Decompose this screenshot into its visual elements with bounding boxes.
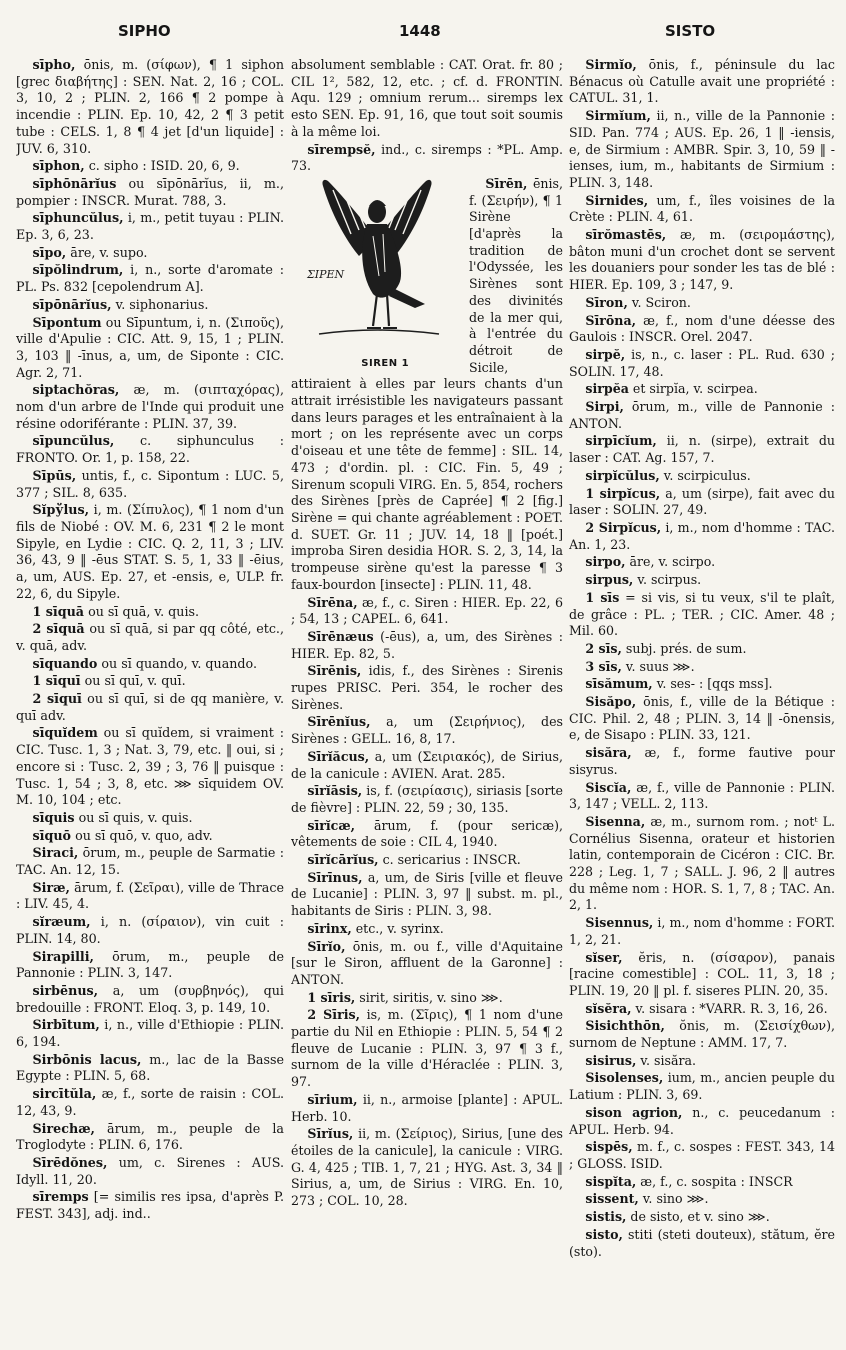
entry-headword: 1 sīs bbox=[585, 589, 620, 605]
entry-definition: ou sī quĭdem, si vraiment : CIC. Tusc. 1, 3 ; Nat. 3, 79, etc. ‖ oui, si ; encore si : Tusc. 2, 39 ; 3, 76 ‖ puisque : Tusc. 1, 54 ; 3, 8, etc. ⋙ sīquidem OV. M. 10, 104 ; etc. bbox=[16, 725, 284, 808]
dictionary-entry bbox=[291, 1126, 563, 1210]
dictionary-entry bbox=[569, 486, 835, 519]
entry-definition: is, m. (Σῖρις), ¶ 1 nom d'une partie du Nil en Ethiopie : PLIN. 5, 54 ¶ 2 fleuve de Lucanie : PLIN. 3, 97 ¶ 3 f., surnom de la ville d'Héraclée : PLIN. 3, 97. bbox=[291, 1007, 563, 1090]
dictionary-entry bbox=[16, 880, 284, 913]
entry-headword: Sīrēdŏnes, bbox=[32, 1155, 108, 1170]
dictionary-entry bbox=[569, 1191, 835, 1208]
entry-definition: subj. prés. de sum. bbox=[621, 640, 747, 656]
entry-definition: ōnis, f., péninsule du lac Bénacus où Catulle avait une propriété : CATUL. 31, 1. bbox=[569, 57, 835, 106]
entry-headword: 2 sīs, bbox=[585, 640, 622, 656]
entry-definition: v. suus ⋙. bbox=[621, 658, 695, 674]
entry-definition: æ, f., c. sospita : INSCR bbox=[636, 1173, 793, 1189]
dictionary-entry bbox=[16, 57, 284, 157]
running-header bbox=[0, 18, 846, 46]
entry-headword: 3 sīs, bbox=[585, 658, 622, 674]
entry-definition: æ, f., sorte de raisin : COL. 12, 43, 9. bbox=[16, 1086, 284, 1118]
entry-headword: Sirpi, bbox=[585, 399, 624, 415]
entry-headword: Sīrēnæus bbox=[307, 628, 374, 644]
entry-definition: v. scirpus. bbox=[633, 572, 702, 588]
entry-definition: v. ses- : [qqs mss]. bbox=[652, 676, 773, 692]
dictionary-entry bbox=[16, 845, 284, 878]
dictionary-entry bbox=[16, 1052, 284, 1085]
dictionary-entry bbox=[16, 1189, 284, 1222]
entry-headword: sirpīcĭum, bbox=[585, 433, 657, 449]
entry-headword: sisto, bbox=[585, 1226, 623, 1242]
entry-headword: sircītŭla, bbox=[32, 1086, 97, 1102]
dictionary-entry bbox=[291, 749, 563, 782]
entry-headword: Sīrĭăcus, bbox=[307, 748, 370, 764]
entry-headword: sīquĭdem bbox=[32, 725, 98, 741]
entry-headword: Sīpūs, bbox=[32, 467, 77, 483]
entry-definition: ou sī quando, v. quando. bbox=[97, 655, 258, 671]
entry-headword: Sīpontum bbox=[32, 314, 102, 330]
dictionary-entry bbox=[16, 604, 284, 621]
entry-definition: n., c. peucedanum : APUL. Herb. 94. bbox=[569, 1104, 835, 1137]
column-left bbox=[16, 57, 284, 1343]
dictionary-entry bbox=[16, 502, 284, 602]
entry-headword: Sisolenses, bbox=[585, 1070, 664, 1086]
dictionary-entry bbox=[16, 468, 284, 501]
entry-definition: ārum, m., peuple de la Troglodyte : PLIN. 6, 176. bbox=[16, 1120, 284, 1153]
entry-headword: sirbēnus, bbox=[32, 982, 99, 998]
entry-headword: Sisăpo, bbox=[585, 694, 637, 710]
entry-headword: sisirus, bbox=[585, 1052, 637, 1068]
entry-headword: sirpĕ, bbox=[585, 346, 626, 362]
dictionary-entry bbox=[291, 629, 563, 662]
entry-definition: idis, f., des Sirènes : Sirenis rupes PRISC. Peri. 354, le rocher des Sirènes. bbox=[291, 663, 563, 712]
entry-definition: ārum, f. (pour sericæ), vêtements de soie : CIL 4, 1940. bbox=[291, 817, 563, 850]
entry-headword: Sīrĭus, bbox=[307, 1126, 354, 1142]
entry-definition: um, f., îles voisines de la Crète : PLIN. 4, 61. bbox=[569, 192, 835, 225]
dictionary-entry bbox=[569, 641, 835, 658]
dictionary-entry bbox=[569, 694, 835, 744]
entry-definition: v. sino ⋙. bbox=[638, 1191, 709, 1207]
entry-definition: a, um (Σειρήνιος), des Sirènes : GELL. 16, 8, 17. bbox=[291, 714, 563, 747]
dictionary-entry bbox=[291, 663, 563, 713]
entry-headword: sīquando bbox=[32, 655, 98, 671]
entry-definition: ou sīpōnārĭus, ii, m., pompier : INSCR. Murat. 788, 3. bbox=[16, 175, 284, 208]
dictionary-entry bbox=[569, 1105, 835, 1138]
dictionary-entry bbox=[291, 783, 563, 816]
entry-definition: c. siphunculus : FRONTO. Or. 1, p. 158, 22. bbox=[16, 433, 284, 466]
entry-headword: sīpŏlindrum, bbox=[32, 262, 124, 278]
entry-definition: et sirpĭa, v. scirpea. bbox=[628, 381, 758, 397]
entry-headword: sistis, bbox=[585, 1209, 627, 1225]
entry-definition: i, m. (Σίπυλος), ¶ 1 nom d'un fils de Niobé : OV. M. 6, 231 ¶ 2 le mont Sipyle, en Lydie : CIC. Q. 2, 11, 3 ; LIV. 36, 43, 9 ‖ -ēus STAT. S. 5, 1, 33 ‖ -ēius, a, um, AUS. Ep. 27, et -ensis, e, ULP. fr. 22, 6, du Sipyle. bbox=[16, 502, 284, 601]
dictionary-entry bbox=[569, 1139, 835, 1172]
entry-definition: ou sī quī, si de qq manière, v. quī adv. bbox=[16, 691, 284, 723]
entry-headword: Sīrēna, bbox=[307, 594, 358, 610]
dictionary-entry bbox=[291, 1007, 563, 1091]
entry-definition: etc., v. syrinx. bbox=[351, 920, 444, 936]
dictionary-entry bbox=[569, 520, 835, 553]
entry-headword: sīpo, bbox=[32, 244, 67, 260]
dictionary-entry bbox=[569, 590, 835, 640]
dictionary-entry bbox=[291, 818, 563, 851]
entry-headword: sīrĭcæ, bbox=[307, 817, 356, 833]
entry-headword: sīrium, bbox=[307, 1091, 358, 1107]
entry-definition: um, c. Sirenes : AUS. Idyll. 11, 20. bbox=[16, 1155, 284, 1187]
entry-definition: ōrum, m., peuple de Sarmatie : TAC. An. 12, 15. bbox=[16, 845, 284, 878]
entry-headword: sirpo, bbox=[585, 554, 626, 570]
entry-definition: i, m., petit tuyau : PLIN. Ep. 3, 6, 23. bbox=[16, 210, 284, 243]
siren-inscription: ΣΙΡΕΝ bbox=[307, 267, 345, 281]
header-first-word: SIPHO bbox=[118, 22, 171, 40]
entry-headword: sispĭta, bbox=[585, 1173, 637, 1189]
dictionary-entry bbox=[16, 621, 284, 654]
entry-definition: ii, n. (sirpe), extrait du laser : CAT. Ag. 157, 7. bbox=[569, 433, 835, 466]
entry-definition: ēnis, f. (Σειρήν), ¶ 1 Sirène [d'après la tradition de l'Odyssée, les Sirènes sont des divinités de la mer qui, à l'entrée du détroit de Sicile, attiraient à elles par leurs chants d'un attrait irrésistible les navigateurs passant dans leurs parages et les entraînaient à la mort ; on les représente avec un corps d'oiseau et une tête de femme] : SIL. 14, 473 ; d'ordin. pl. : CIC. Fin. 5, 49 ; Sirenum scopuli VIRG. En. 5, 854, rochers des Sirènes [près de Caprée] ¶ 2 [fig.] Sirène = qui chante agréablement : POET. d. SUET. Gr. 11 ; JUV. 14, 18 ‖ [poét.] improba Siren desidia HOR. S. 2, 3, 14, la trompeuse sirène qu'est la paresse ¶ 3 faux-bourdon [insecte] : PLIN. 11, 48. bbox=[291, 175, 563, 592]
entry-headword: 1 sīris, bbox=[307, 989, 356, 1005]
entry-headword: sĭsĕra, bbox=[585, 1000, 632, 1016]
entry-definition: i, n., ville d'Ethiopie : PLIN. 6, 194. bbox=[16, 1017, 284, 1050]
entry-headword: sīpho, bbox=[32, 57, 76, 72]
dictionary-entry bbox=[16, 673, 284, 690]
entry-headword: sīpuncŭlus, bbox=[32, 433, 115, 449]
entry-definition: ōnis, m. ou f., ville d'Aquitaine [sur le Siron, affluent de la Garonne] : ANTON. bbox=[291, 938, 563, 987]
page-number: 1448 bbox=[399, 22, 441, 40]
figure-caption: SIREN 1 bbox=[361, 357, 410, 369]
dictionary-entry bbox=[291, 176, 563, 594]
entry-definition: ou sī quā, v. quis. bbox=[84, 603, 200, 619]
entry-headword: sīquis bbox=[32, 809, 75, 825]
entry-definition: m., lac de la Basse Egypte : PLIN. 5, 68. bbox=[16, 1051, 284, 1084]
entry-definition: ou sī quī, v. quī. bbox=[80, 673, 186, 689]
dictionary-entry bbox=[569, 950, 835, 1000]
dictionary-entry bbox=[291, 142, 563, 175]
entry-headword: sissent, bbox=[585, 1191, 639, 1207]
entry-headword: 1 sīquā bbox=[32, 603, 85, 619]
entry-definition: ium, m., ancien peuple du Latium : PLIN. 3, 69. bbox=[569, 1070, 835, 1103]
entry-definition: æ, m. (σιπταχόρας), nom d'un arbre de l'Inde qui produit une résine odoriférante : PLIN. 37, 39. bbox=[16, 382, 284, 431]
dictionary-entry bbox=[569, 295, 835, 312]
dictionary-entry bbox=[569, 468, 835, 485]
dictionary-entry bbox=[569, 780, 835, 813]
entry-headword: sisăra, bbox=[585, 745, 632, 761]
entry-definition: sirit, siritis, v. sino ⋙. bbox=[355, 989, 503, 1005]
dictionary-entry bbox=[569, 399, 835, 432]
entry-definition: v. siphonarius. bbox=[111, 296, 209, 312]
dictionary-entry bbox=[291, 990, 563, 1007]
entry-definition: ii, n., ville de la Pannonie : SID. Pan. 774 ; AUS. Ep. 26, 1 ‖ -iensis, e, de Sirmium : AMBR. Spir. 3, 10, 59 ‖ -ienses, ium, m., habitants de Sirmium : PLIN. 3, 148. bbox=[569, 108, 835, 190]
entry-definition: a, um (συρβηνός), qui bredouille : FRONT. Eloq. 3, p. 149, 10. bbox=[16, 982, 284, 1015]
entry-headword: Sisenna, bbox=[585, 813, 646, 829]
entry-headword: 2 Sirpĭcus, bbox=[585, 519, 662, 535]
dictionary-entry bbox=[569, 915, 835, 948]
entry-headword: sĭræum, bbox=[32, 914, 91, 930]
dictionary-entry bbox=[16, 433, 284, 466]
entry-headword: sīphon, bbox=[32, 158, 85, 174]
dictionary-entry bbox=[569, 554, 835, 571]
entry-definition: ōrum, m., ville de Pannonie : ANTON. bbox=[569, 399, 835, 431]
dictionary-entry bbox=[569, 1018, 835, 1051]
entry-headword: sirpĕa bbox=[585, 381, 629, 397]
entry-headword: Siraci, bbox=[32, 845, 79, 861]
entry-definition: ĕris, n. (σίσαρον), panais [racine comestible] : COL. 11, 3, 18 ; PLIN. 19, 20 ‖ pl. f. siseres PLIN. 20, 35. bbox=[569, 949, 835, 998]
dictionary-entry bbox=[291, 714, 563, 747]
entry-definition: ārum, f. (Σεῖραι), ville de Thrace : LIV. 45, 4. bbox=[16, 879, 284, 912]
entry-definition: (-ēus), a, um, des Sirènes : HIER. Ep. 82, 5. bbox=[291, 628, 563, 661]
dictionary-entry bbox=[291, 852, 563, 869]
entry-definition: i, m., nom d'homme : FORT. 1, 2, 21. bbox=[569, 915, 835, 947]
entry-definition: æ, m., surnom rom. ; notᵗ L. Cornélius Sisenna, orateur et historien latin, contemporain de Cicéron : CIC. Br. 228 ; Leg. 1, 7 ; SALL. J. 96, 2 ‖ autres du même nom : HOR. S. 1, 7, 8 ; TAC. An. 2, 1. bbox=[569, 813, 835, 913]
entry-headword: Sĭpўlus, bbox=[32, 502, 90, 518]
dictionary-entry bbox=[291, 57, 563, 141]
entry-definition: c. sipho : ISID. 20, 6, 9. bbox=[84, 158, 240, 174]
entry-definition: v. sisara : *VARR. R. 3, 16, 26. bbox=[631, 1000, 828, 1016]
entry-headword: sīpōnārĭus, bbox=[32, 296, 112, 312]
entry-headword: sīphōnārĭus bbox=[32, 175, 117, 191]
dictionary-entry bbox=[16, 1086, 284, 1119]
entry-definition: absolument semblable : CAT. Orat. fr. 80 ; CIL 1², 582, 12, etc. ; cf. d. FRONTIN. Aqu. 129 ; omnium rerum... siremps lex esto SEN. Ep. 91, 16, que tout soit soumis à la même loi. bbox=[291, 57, 563, 139]
entry-headword: sīrempsĕ, bbox=[307, 141, 376, 157]
dictionary-entry bbox=[16, 810, 284, 827]
entry-definition: m. f., c. sospes : FEST. 343, 14 ; GLOSS. ISID. bbox=[569, 1139, 835, 1171]
entry-definition: æ, f., forme fautive pour sisyrus. bbox=[569, 745, 835, 777]
dictionary-entry bbox=[16, 1155, 284, 1188]
dictionary-entry bbox=[16, 914, 284, 947]
entry-definition: ou sī quis, v. quis. bbox=[74, 809, 193, 825]
dictionary-entry bbox=[16, 828, 284, 845]
entry-definition: ōnis, m. (σίφων), ¶ 1 siphon [grec διαβήτης] : SEN. Nat. 2, 16 ; COL. 3, 10, 2 ; PLIN. 2, 166 ¶ 2 pompe à incendie : PLIN. Ep. 10, 42, 2 ¶ 3 petit tube : CELS. 1, 8 ¶ 4 jet [d'un liquide] : JUV. 6, 310. bbox=[16, 57, 284, 156]
entry-definition: ii, m. (Σείριος), Sirius, [une des étoiles de la canicule], la canicule : VIRG. G. 4, 425 ; TIB. 1, 7, 21 ; HYG. Ast. 3, 34 ‖ Sirius, a, um, de Sirius : VIRG. En. 10, 273 ; COL. 10, 28. bbox=[291, 1126, 563, 1209]
entry-definition: is, n., c. laser : PL. Rud. 630 ; SOLIN. 17, 48. bbox=[569, 346, 835, 379]
dictionary-entry bbox=[291, 870, 563, 920]
dictionary-entry bbox=[291, 1092, 563, 1125]
entry-definition: āre, v. scirpo. bbox=[625, 554, 716, 570]
entry-definition: āre, v. supo. bbox=[66, 244, 148, 260]
dictionary-entry bbox=[16, 1017, 284, 1050]
entry-headword: Sīrōna, bbox=[585, 312, 636, 328]
entry-definition: i, m., nom d'homme : TAC. An. 1, 23. bbox=[569, 519, 835, 552]
entry-definition: ii, n., armoise [plante] : APUL. Herb. 10. bbox=[291, 1091, 563, 1124]
dictionary-entry bbox=[569, 433, 835, 466]
dictionary-entry bbox=[569, 1070, 835, 1103]
entry-definition: ou Sīpuntum, i, n. (Σιποῦς), ville d'Apulie : CIC. Att. 9, 15, 1 ; PLIN. 3, 103 ‖ -īnus, a, um, de Siponte : CIC. Agr. 2, 71. bbox=[16, 314, 284, 380]
entry-definition: de sisto, et v. sino ⋙. bbox=[626, 1209, 770, 1225]
dictionary-entry bbox=[16, 262, 284, 295]
dictionary-entry bbox=[569, 814, 835, 914]
entry-headword: sispēs, bbox=[585, 1139, 633, 1155]
siren-illustration bbox=[291, 176, 465, 374]
entry-headword: Sisichthōn, bbox=[585, 1018, 665, 1034]
dictionary-entry bbox=[16, 210, 284, 243]
dictionary-entry bbox=[569, 1209, 835, 1226]
dictionary-entry bbox=[16, 949, 284, 982]
entry-definition: v. sisăra. bbox=[636, 1052, 697, 1068]
entry-definition: c. sericarius : INSCR. bbox=[378, 852, 521, 868]
entry-headword: sīrĭāsis, bbox=[307, 783, 363, 799]
entry-headword: sīphuncŭlus, bbox=[32, 210, 124, 226]
entry-definition: i, n., sorte d'aromate : PL. Ps. 832 [cepolendrum A]. bbox=[16, 262, 284, 295]
entry-headword: 2 sīquā bbox=[32, 621, 85, 637]
entry-definition: æ, f., ville de Pannonie : PLIN. 3, 147 ; VELL. 2, 113. bbox=[569, 779, 835, 812]
entry-headword: sīrĭcārĭus, bbox=[307, 852, 379, 868]
entry-headword: 2 Sīris, bbox=[307, 1007, 360, 1023]
dictionary-entry bbox=[16, 983, 284, 1016]
entry-definition: ōnis, f., ville de la Bétique : CIC. Phil. 2, 48 ; PLIN. 3, 14 ‖ -ōnensis, e, de Sisapo : PLIN. 33, 121. bbox=[569, 694, 835, 743]
entry-definition: a, um (sirpe), fait avec du laser : SOLIN. 27, 49. bbox=[569, 485, 835, 518]
entry-definition: stiti (steti douteux), stătum, ĕre (sto). bbox=[569, 1226, 835, 1259]
entry-headword: sirpus, bbox=[585, 572, 634, 588]
entry-definition: is, f. (σειρίασις), siriasis [sorte de fièvre] : PLIN. 22, 59 ; 30, 135. bbox=[291, 783, 563, 815]
entry-headword: sīsămum, bbox=[585, 676, 653, 692]
dictionary-entry bbox=[569, 745, 835, 778]
dictionary-entry bbox=[16, 315, 284, 382]
entry-headword: 2 sīquī bbox=[32, 691, 82, 707]
entry-headword: Sirmĭo, bbox=[585, 57, 637, 72]
dictionary-entry bbox=[16, 176, 284, 209]
entry-definition: a, um (Σειριακός), de Sirius, de la canicule : AVIEN. Arat. 285. bbox=[291, 748, 563, 781]
dictionary-entry bbox=[569, 381, 835, 398]
entry-headword: sison agrion, bbox=[585, 1104, 683, 1120]
entry-headword: sīrŏmastēs, bbox=[585, 227, 667, 243]
entry-definition: [= similis res ipsa, d'après P. FEST. 343], adj. ind.. bbox=[16, 1189, 284, 1222]
dictionary-entry bbox=[569, 193, 835, 226]
dictionary-entry bbox=[291, 939, 563, 989]
entry-headword: Sirnides, bbox=[585, 192, 649, 208]
dictionary-entry bbox=[569, 676, 835, 693]
entry-headword: Sīrēnĭus, bbox=[307, 714, 371, 730]
header-last-word: SISTO bbox=[665, 22, 716, 40]
dictionary-entry bbox=[16, 297, 284, 314]
entry-definition: ind., c. siremps : *PL. Amp. 73. bbox=[291, 141, 563, 174]
entry-headword: Sīrĭo, bbox=[307, 938, 346, 954]
entry-headword: siptachŏras, bbox=[32, 382, 120, 398]
column-right bbox=[569, 57, 835, 1343]
entry-definition: æ, m. (σειρομάστης), bâton muni d'un crochet dont se servent les douaniers pour sonder les tas de blé : HIER. Ep. 109, 3 ; 147, 9. bbox=[569, 227, 835, 293]
dictionary-entry bbox=[16, 725, 284, 809]
entry-headword: Sirbōnis lacus, bbox=[32, 1051, 142, 1067]
entry-headword: sīquō bbox=[32, 827, 72, 843]
entry-headword: Sīrīnus, bbox=[307, 869, 363, 885]
entry-definition: v. Sciron. bbox=[627, 294, 691, 310]
entry-headword: Sīrēnis, bbox=[307, 663, 362, 679]
entry-headword: Siscĭa, bbox=[585, 779, 632, 795]
dictionary-entry bbox=[569, 108, 835, 192]
entry-headword: sĭser, bbox=[585, 949, 623, 965]
entry-definition: æ, f., c. Siren : HIER. Ep. 22, 6 ; 54, 13 ; CAPEL. 6, 641. bbox=[291, 594, 563, 627]
entry-headword: sīrinx, bbox=[307, 920, 352, 936]
dictionary-entry bbox=[569, 659, 835, 676]
dictionary-entry bbox=[569, 1053, 835, 1070]
entry-headword: sirpĭcŭlus, bbox=[585, 467, 660, 483]
dictionary-entry bbox=[569, 57, 835, 107]
entry-headword: 1 sirpĭcus, bbox=[585, 485, 661, 501]
dictionary-entry bbox=[16, 158, 284, 175]
entry-headword: Sīrēn, bbox=[485, 175, 528, 191]
entry-definition: æ, f., nom d'une déesse des Gaulois : INSCR. Orel. 2047. bbox=[569, 312, 835, 345]
dictionary-entry bbox=[291, 921, 563, 938]
entry-headword: Sirbītum, bbox=[32, 1017, 100, 1033]
entry-definition: ou sī quā, si par qq côté, etc., v. quā, adv. bbox=[16, 621, 284, 653]
dictionary-entry bbox=[569, 347, 835, 380]
dictionary-entry bbox=[569, 572, 835, 589]
entry-definition: i, n. (σίραιον), vin cuit : PLIN. 14, 80. bbox=[16, 914, 284, 946]
entry-headword: Sirechæ, bbox=[32, 1120, 95, 1136]
entry-definition: v. scirpiculus. bbox=[659, 467, 751, 483]
entry-headword: Sisennus, bbox=[585, 915, 654, 931]
dictionary-entry bbox=[16, 691, 284, 724]
dictionary-entry bbox=[569, 1227, 835, 1260]
dictionary-entry bbox=[569, 1001, 835, 1018]
entry-definition: untis, f., c. Sipontum : LUC. 5, 377 ; SIL. 8, 635. bbox=[16, 467, 284, 500]
dictionary-entry bbox=[291, 595, 563, 628]
entry-definition: ŏnis, m. (Σεισίχθων), surnom de Neptune : AMM. 17, 7. bbox=[569, 1018, 835, 1051]
dictionary-entry bbox=[16, 1121, 284, 1154]
entry-headword: Sīron, bbox=[585, 294, 628, 310]
entry-headword: 1 sīquī bbox=[32, 673, 81, 689]
dictionary-entry bbox=[569, 1174, 835, 1191]
siren-bird-woman-icon bbox=[291, 176, 465, 354]
column-middle bbox=[291, 57, 563, 1343]
dictionary-entry bbox=[16, 382, 284, 432]
entry-definition: a, um, de Siris [ville et fleuve de Lucanie] : PLIN. 3, 97 ‖ subst. m. pl., habitants de Siris : PLIN. 3, 98. bbox=[291, 869, 563, 919]
entry-definition: ou sī quō, v. quo, adv. bbox=[71, 827, 213, 843]
dictionary-entry bbox=[569, 227, 835, 294]
entry-headword: Sirapilli, bbox=[32, 948, 94, 964]
entry-headword: Siræ, bbox=[32, 879, 70, 895]
dictionary-entry bbox=[16, 656, 284, 673]
entry-definition: = si vis, si tu veux, s'il te plaît, de grâce : PL. ; TER. ; CIC. Amer. 48 ; Mil. 60. bbox=[569, 589, 835, 639]
entry-headword: sīremps bbox=[32, 1189, 89, 1205]
dictionary-entry bbox=[16, 245, 284, 262]
dictionary-entry bbox=[569, 313, 835, 346]
entry-headword: Sirmĭum, bbox=[585, 108, 651, 124]
entry-definition: ōrum, m., peuple de Pannonie : PLIN. 3, 147. bbox=[16, 948, 284, 981]
